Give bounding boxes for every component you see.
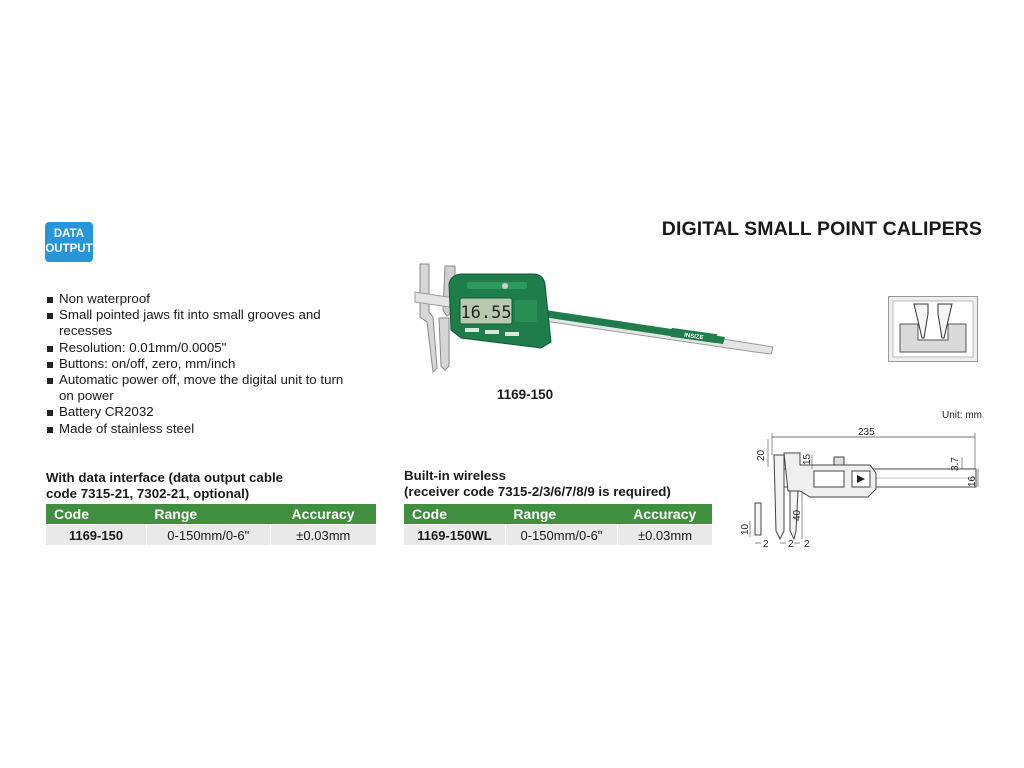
table-row: [404, 525, 712, 545]
dim-16: 16: [967, 475, 978, 487]
dim-width-3: 2: [804, 539, 810, 550]
feature-list: [46, 291, 346, 437]
dim-3-7: 3.7: [950, 457, 961, 471]
dim-10: 10: [740, 523, 751, 535]
spec-heading-data-interface: [46, 470, 366, 502]
dim-20: 20: [756, 449, 767, 461]
feature-item: Made of stainless steel: [46, 421, 346, 437]
feature-item: Battery CR2032: [46, 404, 346, 420]
feature-item: Non waterproof: [46, 291, 346, 307]
spec-heading-line: code 7315-21, 7302-21, optional): [46, 486, 250, 501]
jaw-detail-icon: [888, 296, 978, 362]
feature-item: Small pointed jaws fit into small grooves and recesses: [46, 307, 346, 339]
column-header-accuracy: Accuracy: [270, 504, 376, 524]
column-header-range: Range: [146, 504, 270, 524]
display-reading: 16.55: [460, 303, 512, 323]
model-label: 1169-150: [496, 387, 554, 402]
badge-line-1: DATA: [53, 228, 85, 240]
feature-item: Buttons: on/off, zero, mm/inch: [46, 356, 346, 372]
data-output-badge: [45, 222, 93, 262]
table-header-row: [404, 504, 712, 524]
spec-table-data-interface: [46, 504, 376, 545]
dim-width-2: 2: [788, 539, 794, 550]
table-row: [46, 525, 376, 545]
cell-accuracy: ±0.03mm: [270, 525, 376, 545]
caliper-product-image: [405, 262, 780, 380]
badge-line-2: OUTPUT: [45, 243, 93, 255]
column-header-code: Code: [404, 504, 505, 524]
dim-width-1: 2: [763, 539, 769, 550]
column-header-range: Range: [505, 504, 617, 524]
feature-item: Automatic power off, move the digital unit to turn on power: [46, 372, 346, 404]
table-header-row: [46, 504, 376, 524]
dim-15: 15: [802, 453, 813, 465]
cell-range: 0-150mm/0-6": [505, 525, 617, 545]
spec-heading-line: (receiver code 7315-2/3/6/7/8/9 is required): [404, 484, 671, 499]
feature-item: Resolution: 0.01mm/0.0005": [46, 340, 346, 356]
unit-label: Unit: mm: [942, 410, 982, 421]
column-header-accuracy: Accuracy: [618, 504, 712, 524]
dim-total-length: 235: [858, 427, 875, 438]
column-header-code: Code: [46, 504, 146, 524]
page-title: DIGITAL SMALL POINT CALIPERS: [661, 218, 982, 240]
cell-range: 0-150mm/0-6": [146, 525, 270, 545]
spec-heading-wireless: [404, 468, 724, 500]
cell-code: 1169-150WL: [404, 525, 505, 545]
brand-logo: INSIZE: [683, 332, 704, 342]
cell-accuracy: ±0.03mm: [618, 525, 712, 545]
dimension-drawing: [740, 425, 982, 555]
spec-heading-line: Built-in wireless: [404, 468, 506, 483]
dim-40: 40: [792, 509, 803, 521]
cell-code: 1169-150: [46, 525, 146, 545]
spec-table-wireless: [404, 504, 712, 545]
spec-heading-line: With data interface (data output cable: [46, 470, 284, 485]
